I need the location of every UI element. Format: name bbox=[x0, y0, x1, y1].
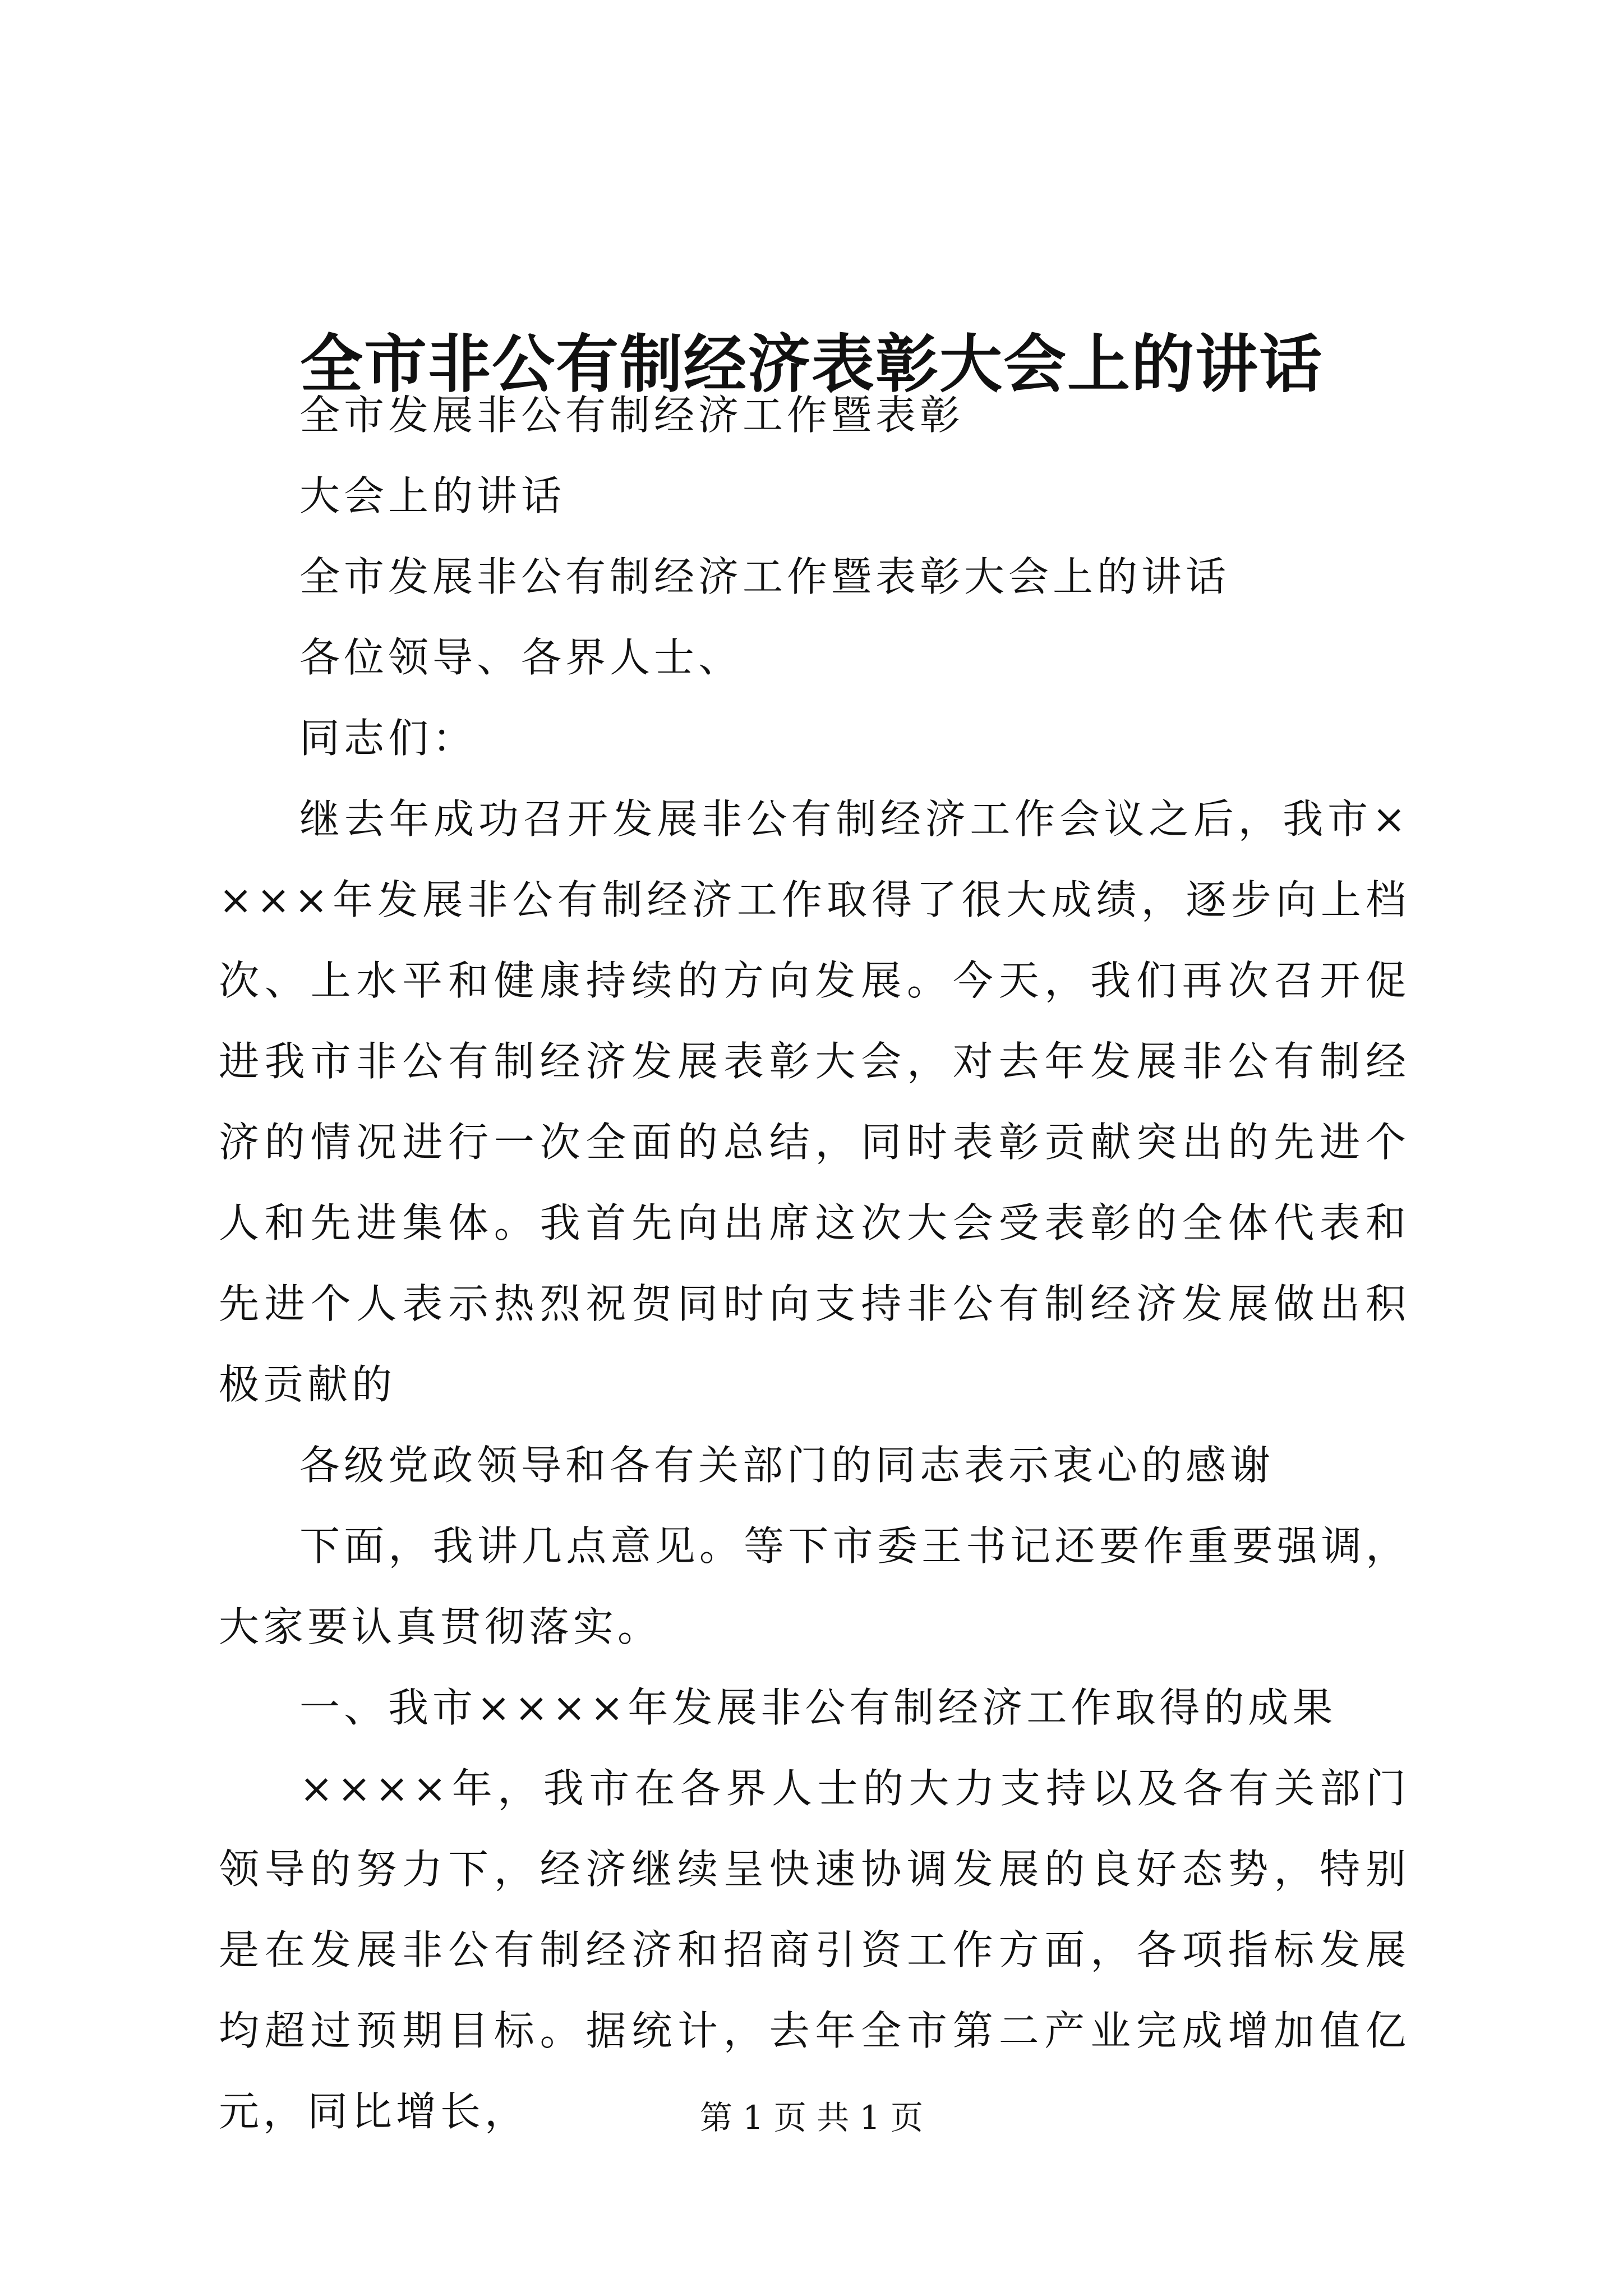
page-title: 全市非公有制经济表彰大会上的讲话 bbox=[300, 328, 1323, 402]
document-body bbox=[219, 375, 1410, 2152]
page-footer: 第 1 页 共 1 页 bbox=[700, 2099, 923, 2137]
paragraph-subtitle-line-1: 全市发展非公有制经济工作暨表彰 bbox=[299, 392, 965, 439]
paragraph-intro: 继去年成功召开发展非公有制经济工作会议之后，我市××××年发展非公有制经济工作取得了很大成绩，逐步向上档次、上水平和健康持续的方向发展。今天，我们再次召开促进我市非公有制经济发展表彰大会，对去年发展非公有制经济的情况进行一次全面的总结，同时表彰贡献突出的先进个人和先进集体。我首先向出席这次大会受表彰的全体代表和先进个人表示热烈祝贺同时向支持非公有制经济发展做出积极贡献的 bbox=[219, 795, 1410, 1408]
paragraph-full-title: 全市发展非公有制经济工作暨表彰大会上的讲话 bbox=[299, 553, 1230, 600]
paragraph-thanks: 各级党政领导和各有关部门的同志表示衷心的感谢 bbox=[299, 1442, 1275, 1489]
paragraph-salutation-2: 同志们： bbox=[299, 715, 477, 762]
paragraph-achievements: ××××年，我市在各界人士的大力支持以及各有关部门领导的努力下，经济继续呈快速协调发展的良好态势，特别是在发展非公有制经济和招商引资工作方面，各项指标发展均超过预期目标。据统计，去年全市第二产业完成增加值亿元，同比增长， bbox=[219, 1765, 1410, 2135]
paragraph-subtitle-line-2: 大会上的讲话 bbox=[299, 472, 566, 519]
section-heading-1: 一、我市××××年发展非公有制经济工作取得的成果 bbox=[299, 1684, 1337, 1731]
paragraph-salutation-1: 各位领导、各界人士、 bbox=[299, 634, 743, 681]
paragraph-opinions: 下面，我讲几点意见。等下市委王书记还要作重要强调，大家要认真贯彻落实。 bbox=[219, 1522, 1410, 1650]
